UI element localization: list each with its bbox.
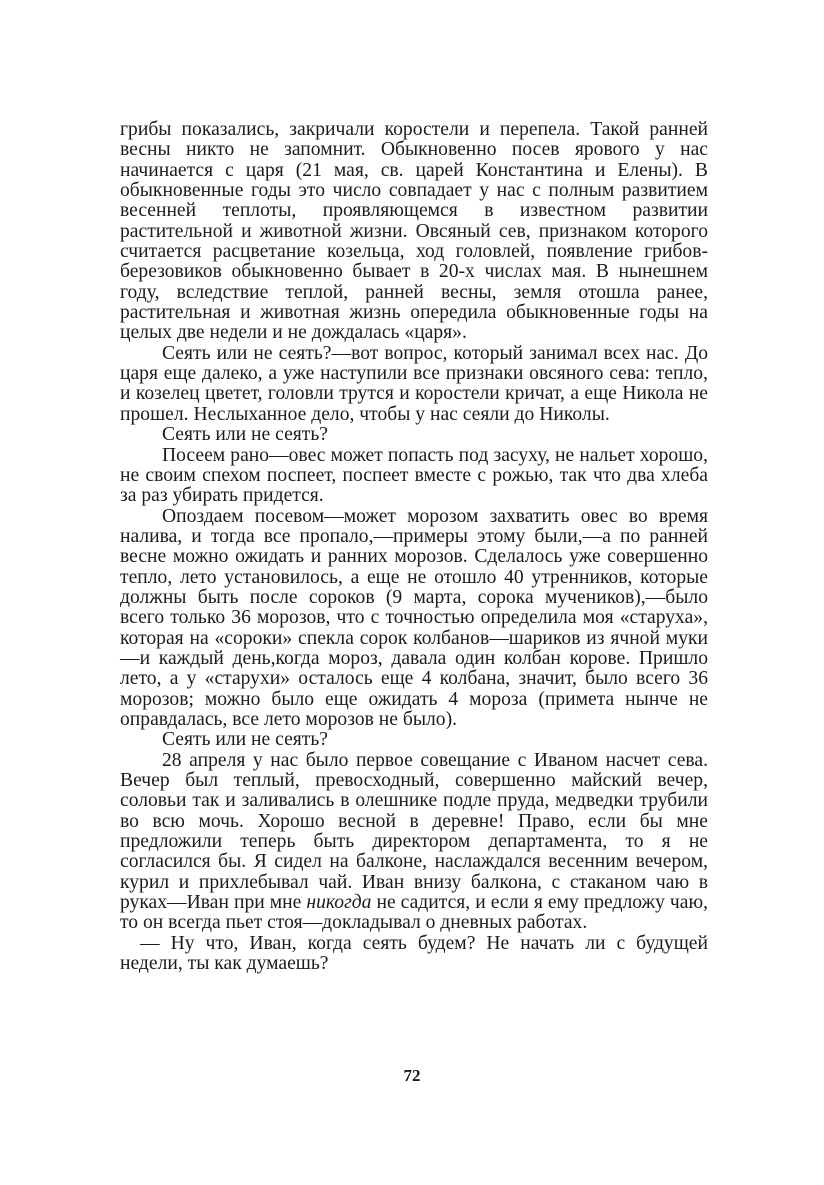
paragraph-4: Посеем рано—овес может попасть под засуху, не нальет хорошо, не своим спехом поспеет, поспеет вместе с рожью, так что два хлеба за раз убирать придется. <box>120 444 708 507</box>
paragraph-7-text-start: 28 апреля у нас было первое совещание с Иваном насчет сева. Вечер был теплый, превосходный, совершенно майский вечер, соловьи так и заливались в олешнике подле пруда, медведки трубили во всю мочь. Хорошо весной в деревне! Право, если бы мне предложили теперь быть директором департамента, то я не согласился бы. Я сидел на балконе, наслаждался весенним вечером, курил и прихлебывал чай. Иван внизу балкона, с стаканом чаю в руках—Иван при мне <box>120 749 708 914</box>
paragraph-5: Опоздаем посевом—может морозом захватить овес во время налива, и тогда все пропало,—примеры этому были,—а по ранней весне можно ожидать и ранних морозов. Сделалось уже совершенно тепло, лето установилось, а еще не отошло 40 утренников, которые должны быть после сороков (9 марта, сорока мучеников),—было всего только 36 морозов, что с точностью определила моя «старуха», которая на «сороки» спекла сорок колбанов—шариков из ячной муки—и каждый день,когда мороз, давала один колбан корове. Пришло лето, а у «старухи» осталось еще 4 колбана, значит, было всего 36 морозов; можно было еще ожидать 4 мороза (примета нынче не оправдалась, все лето морозов не было). <box>120 505 708 730</box>
paragraph-3: Сеять или не сеять? <box>162 424 328 446</box>
page-number: 72 <box>403 1066 421 1085</box>
paragraph-6: Сеять или не сеять? <box>162 729 328 751</box>
paragraph-2: Сеять или не сеять?—вот вопрос, который занимал всех нас. До царя еще далеко, а уже наступили все признаки овсяного сева: тепло, и козелец цветет, головли трутся и коростели кричат, а еще Никола не прошел. Неслыханное дело, чтобы у нас сеяли до Николы. <box>120 342 708 425</box>
page-body <box>120 120 708 974</box>
dialog-line: — Ну что, Иван, когда сеять будем? Не начать ли с будущей недели, ты как думаешь? <box>120 932 708 975</box>
paragraph-1: грибы показались, закричали коростели и перепела. Такой ранней весны никто не запомнит. Обыкновенно посев ярового у нас начинается с царя (21 мая, св. царей Константина и Елены). В обыкновенные годы это число совпадает у нас с полным развитием весенней теплоты, проявляющемся в известном развитии растительной и животной жизни. Овсяный сев, признаком которого считается расцветание козельца, ход головлей, появление грибов-березовиков обыкновенно бывает в 20-х числах мая. В нынешнем году, вследствие теплой, ранней весны, земля отошла ранее, растительная и животная жизнь опередила обыкновенные годы на целых две недели и не дождалась «царя». <box>120 119 708 344</box>
paragraph-7-text-end: не садится, и если я ему предложу чаю, то он всегда пьет стоя—докладывал о дневных работах. <box>120 892 708 934</box>
paragraph-7-italic-word: никогда <box>306 892 372 914</box>
paragraph-7 <box>120 751 708 934</box>
